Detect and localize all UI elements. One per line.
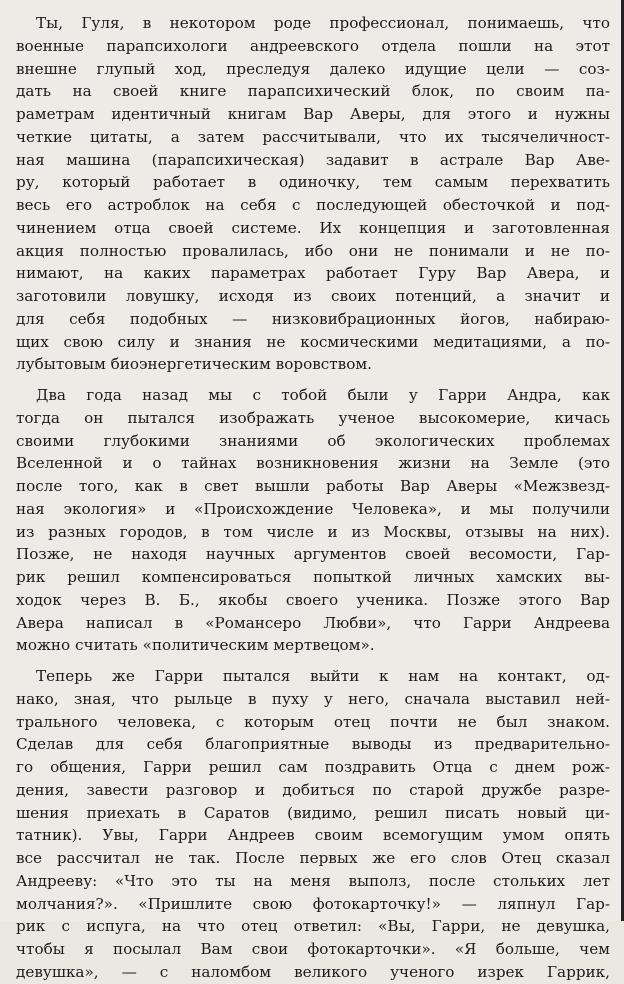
- text-line: дения, завести разговор и добиться по старой дружбе разре-: [16, 780, 610, 799]
- text-line: чтобы я посылал Вам свои фотокарточки». «Я больше, чем: [16, 940, 610, 958]
- text-line: трального человека, с которым отец почти не был знаком.: [16, 712, 610, 731]
- text-line: Сделав для себя благоприятные выводы из предварительно-: [16, 735, 610, 754]
- text-line: щих свою силу и знания не космическими медитациями, а по-: [16, 332, 610, 351]
- paragraph-gap: [16, 657, 610, 665]
- text-line: военные парапсихологи андреевского отдела пошли на этот: [16, 36, 610, 55]
- text-line: для себя подобных — низковибрационных йогов, набираю-: [16, 309, 610, 328]
- text-line: дать на своей книге парапсихический блок, по своим па-: [16, 82, 610, 101]
- text-line: внешне глупый ход, преследуя далеко идущие цели — соз-: [16, 59, 610, 78]
- text-line: рик решил компенсироваться попыткой личных хамских вы-: [16, 568, 610, 586]
- text-line: Два года назад мы с тобой были у Гарри Андра, как: [36, 386, 610, 404]
- paragraph-1: [16, 12, 610, 376]
- text-line: Позже, не находя научных аргументов своей весомости, Гар-: [16, 545, 610, 564]
- text-line: нимают, на каких параметрах работает Гуру Вар Авера, и: [16, 264, 610, 283]
- text-line: Теперь же Гарри пытался выйти к нам на контакт, од-: [36, 667, 610, 685]
- text-line: весь его астроблок на себя с последующей обесточкой и под-: [16, 196, 610, 214]
- text-line: Ты, Гуля, в некотором роде профессионал, понимаешь, что: [36, 14, 610, 32]
- paragraph-3: [16, 665, 610, 984]
- text-line: четкие цитаты, а затем рассчитывали, что их тысячеличност-: [16, 127, 610, 146]
- text-line: раметрам идентичный книгам Вар Аверы, для этого и нужны: [16, 105, 610, 123]
- text-line: акция полностью провалилась, ибо они не понимали и не по-: [16, 241, 610, 260]
- text-line: все рассчитал не так. После первых же его слов Отец сказал: [16, 849, 610, 867]
- text-line: можно считать «политическим мертвецом».: [16, 636, 375, 655]
- text-line: девушка», — с наломбом великого ученого изрек Гаррик,: [16, 962, 610, 981]
- text-line: своими глубокими знаниями об экологических проблемах: [16, 431, 610, 450]
- page-text: [16, 12, 610, 984]
- text-line: ходок через В. Б., якобы своего ученика. Позже этого Вар: [16, 590, 610, 609]
- text-line: ная машина (парапсихическая) задавит в астрале Вар Аве-: [16, 150, 610, 169]
- text-line: Андрееву: «Что это ты на меня выполз, после стольких лет: [16, 871, 610, 890]
- paragraph-gap: [16, 376, 610, 384]
- text-line: молчания?». «Пришлите свою фотокарточку!» — ляпнул Гар-: [16, 894, 610, 913]
- text-line: Авера написал в «Романсеро Любви», что Гарри Андреева: [16, 613, 610, 632]
- text-line: татник). Увы, Гарри Андреев своим всемогущим умом опять: [16, 826, 610, 845]
- text-line: го общения, Гарри решил сам поздравить Отца с днем рож-: [16, 758, 610, 776]
- text-line: чинением отца своей системе. Их концепция и заготовленная: [16, 218, 610, 237]
- text-line: нако, зная, что рыльце в пуху у него, сначала выставил ней-: [16, 689, 610, 708]
- text-line: ная экология» и «Происхождение Человека», и мы получили: [16, 499, 610, 518]
- text-line: Вселенной и о тайнах возникновения жизни на Земле (это: [16, 454, 610, 473]
- paragraph-2: [16, 384, 610, 657]
- text-line: ру, который работает в одиночку, тем самым перехватить: [16, 173, 610, 192]
- text-line: тогда он пытался изображать ученое высокомерие, кичась: [16, 408, 610, 427]
- text-line: из разных городов, в том числе и из Москвы, отзывы на них).: [16, 522, 610, 541]
- text-line: заготовили ловушку, исходя из своих потенций, а значит и: [16, 287, 610, 305]
- text-line: рик с испуга, на что отец ответил: «Вы, Гарри, не девушка,: [16, 917, 610, 936]
- text-line: после того, как в свет вышли работы Вар Аверы «Межзвезд-: [16, 477, 610, 495]
- text-line: шения приехать в Саратов (видимо, решил писать новый ци-: [16, 803, 610, 822]
- text-line: лубытовым биоэнергетическим воровством.: [16, 355, 373, 374]
